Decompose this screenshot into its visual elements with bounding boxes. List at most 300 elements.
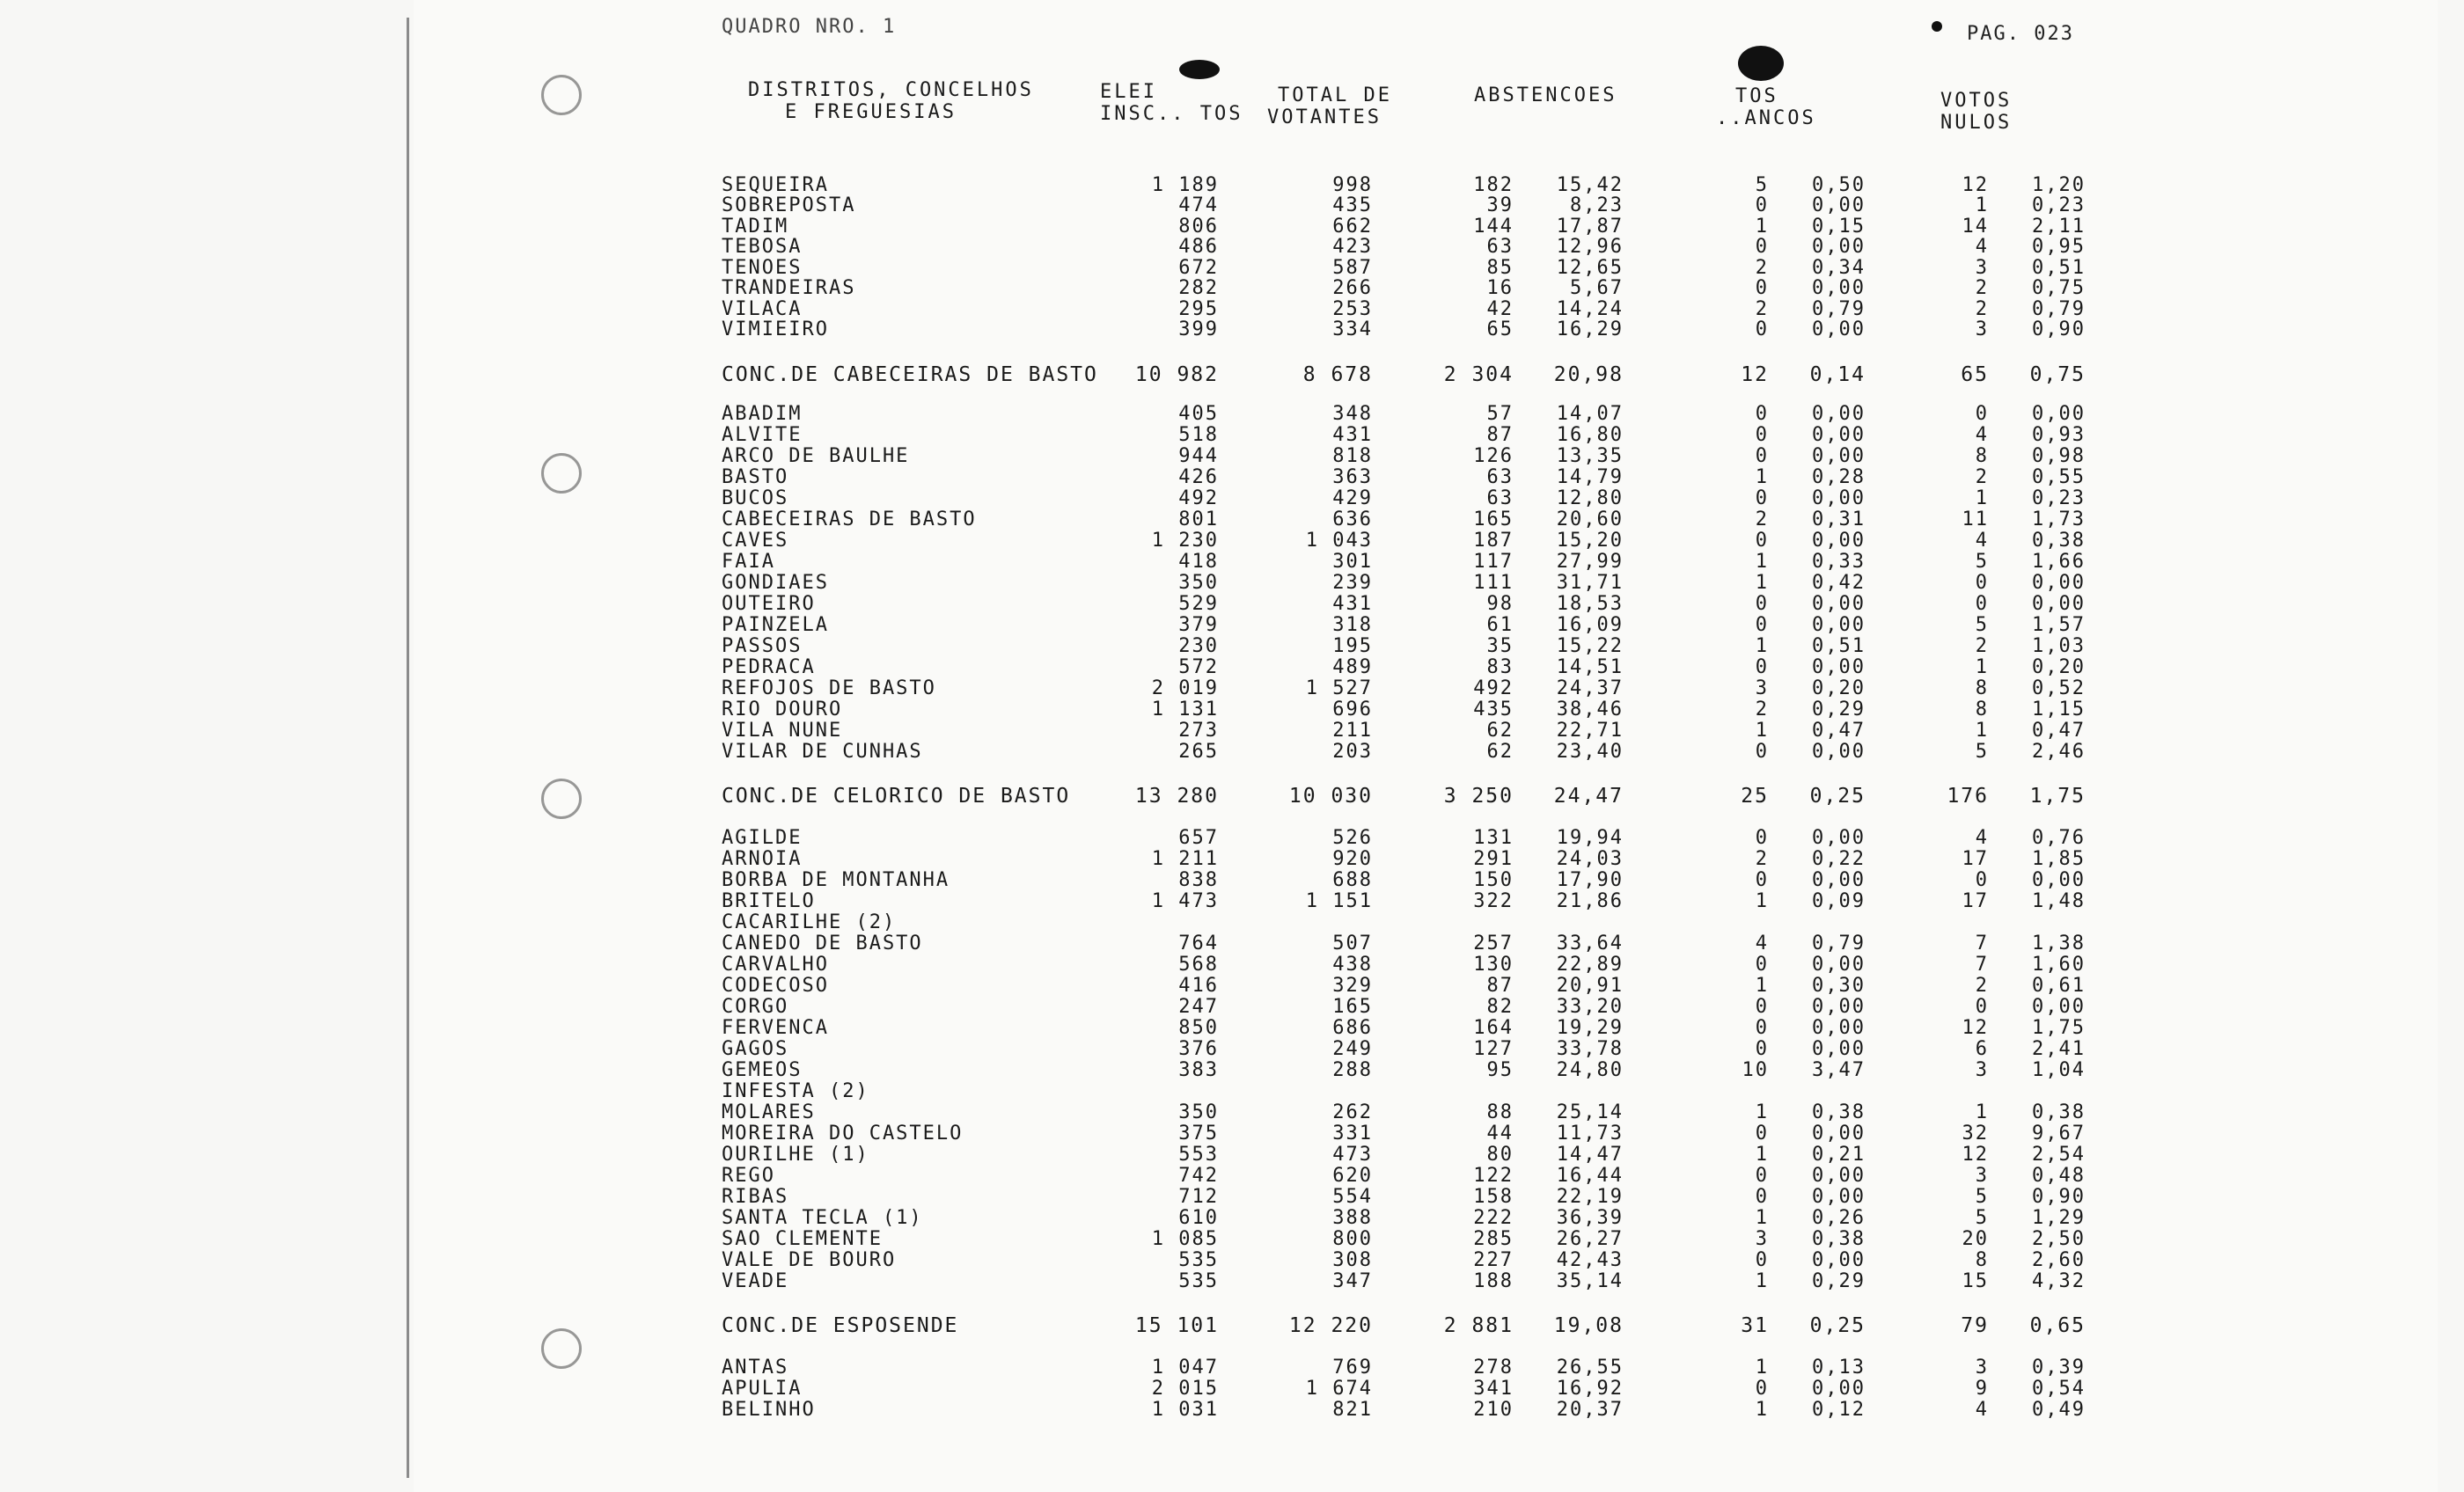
column-header-name: DISTRITOS, CONCELHOS E FREGUESIAS [748, 79, 1034, 123]
brancos-cell: 1 [1755, 890, 1769, 912]
votantes-cell: 686 [1332, 1017, 1373, 1039]
nulos-pct-cell: 1,57 [2032, 614, 2086, 636]
nulos-cell: 0 [1975, 572, 1989, 594]
brancos-cell: 3 [1755, 677, 1769, 699]
abstencoes-pct-cell: 22,71 [1556, 720, 1624, 742]
brancos-pct-cell: 0,12 [1812, 1399, 1866, 1421]
brancos-pct-cell: 0,13 [1812, 1357, 1866, 1379]
brancos-pct-cell: 0,00 [1812, 1165, 1866, 1187]
brancos-pct-cell: 0,33 [1812, 551, 1866, 573]
nulos-pct-cell: 1,75 [2032, 1017, 2086, 1039]
name-cell: OURILHE (1) [722, 1144, 869, 1166]
votantes-cell: 431 [1332, 593, 1373, 615]
nulos-cell: 7 [1975, 954, 1989, 976]
votantes-cell: 334 [1332, 318, 1373, 340]
concelho-total-row [0, 785, 2112, 806]
eleitores-cell: 1 211 [1151, 848, 1219, 870]
freguesia-row [0, 466, 2112, 487]
brancos-cell: 0 [1755, 487, 1769, 509]
nulos-cell: 7 [1975, 933, 1989, 954]
brancos-pct-cell: 0,29 [1812, 698, 1866, 720]
eleitores-cell: 379 [1178, 614, 1219, 636]
nulos-pct-cell: 1,73 [2032, 508, 2086, 530]
nulos-cell: 2 [1975, 298, 1989, 320]
nulos-pct-cell: 0,00 [2032, 869, 2086, 891]
brancos-cell: 2 [1755, 298, 1769, 320]
freguesia-row [0, 257, 2112, 278]
name-cell: TEBOSA [722, 236, 803, 258]
abstencoes-pct-cell: 19,29 [1556, 1017, 1624, 1039]
eleitores-cell: 572 [1178, 656, 1219, 678]
nulos-cell: 8 [1975, 445, 1989, 467]
brancos-pct-cell: 0,09 [1812, 890, 1866, 912]
brancos-cell: 0 [1755, 1165, 1769, 1187]
eleitores-cell: 944 [1178, 445, 1219, 467]
brancos-pct-cell: 0,31 [1812, 508, 1866, 530]
name-cell: FAIA [722, 551, 775, 573]
name-cell: CAVES [722, 530, 789, 552]
brancos-cell: 0 [1755, 236, 1769, 258]
nulos-pct-cell: 0,98 [2032, 445, 2086, 467]
votantes-cell: 587 [1332, 257, 1373, 279]
nulos-pct-cell: 0,61 [2032, 975, 2086, 997]
nulos-cell: 5 [1975, 614, 1989, 636]
nulos-pct-cell: 1,04 [2032, 1059, 2086, 1081]
nulos-pct-cell: 0,38 [2032, 530, 2086, 552]
eleitores-cell: 838 [1178, 869, 1219, 891]
nulos-pct-cell: 0,52 [2032, 677, 2086, 699]
freguesia-row [0, 318, 2112, 340]
name-cell: BORBA DE MONTANHA [722, 869, 950, 891]
nulos-cell: 4 [1975, 1399, 1989, 1421]
eleitores-cell: 492 [1178, 487, 1219, 509]
freguesia-row [0, 720, 2112, 741]
column-header-eleitores: ELEI INSC.. TOS [1100, 81, 1243, 125]
nulos-pct-cell: 0,95 [2032, 236, 2086, 258]
name-cell: MOLARES [722, 1101, 816, 1123]
nulos-cell: 79 [1961, 1314, 1989, 1337]
nulos-cell: 15 [1962, 1270, 1989, 1292]
eleitores-cell: 742 [1178, 1165, 1219, 1187]
nulos-cell: 4 [1975, 530, 1989, 552]
nulos-pct-cell: 1,29 [2032, 1207, 2086, 1229]
abstencoes-pct-cell: 16,92 [1556, 1378, 1624, 1400]
nulos-pct-cell: 0,76 [2032, 827, 2086, 849]
freguesia-row [0, 1378, 2112, 1399]
nulos-pct-cell: 0,55 [2032, 466, 2086, 488]
abstencoes-pct-cell: 22,89 [1556, 954, 1624, 976]
votantes-cell: 489 [1332, 656, 1373, 678]
brancos-cell: 0 [1755, 1038, 1769, 1060]
nulos-cell: 2 [1975, 277, 1989, 299]
abstencoes-pct-cell: 20,60 [1556, 508, 1624, 530]
brancos-pct-cell: 0,38 [1812, 1228, 1866, 1250]
nulos-pct-cell: 2,60 [2032, 1249, 2086, 1271]
eleitores-cell: 850 [1178, 1017, 1219, 1039]
eleitores-cell: 265 [1178, 741, 1219, 763]
abstencoes-cell: 63 [1486, 487, 1514, 509]
name-cell: CORGO [722, 996, 789, 1018]
brancos-pct-cell: 0,00 [1812, 318, 1866, 340]
eleitores-cell: 383 [1178, 1059, 1219, 1081]
nulos-cell: 1 [1975, 194, 1989, 216]
nulos-pct-cell: 1,60 [2032, 954, 2086, 976]
freguesia-row [0, 1038, 2112, 1059]
brancos-pct-cell: 0,14 [1809, 363, 1866, 386]
name-cell: ANTAS [722, 1357, 789, 1379]
votantes-cell: 423 [1332, 236, 1373, 258]
abstencoes-cell: 126 [1473, 445, 1514, 467]
votantes-cell: 1 674 [1305, 1378, 1373, 1400]
brancos-cell: 1 [1755, 635, 1769, 657]
name-cell: CONC.DE CELORICO DE BASTO [722, 785, 1071, 808]
abstencoes-pct-cell: 24,47 [1553, 785, 1624, 808]
nulos-cell: 4 [1975, 424, 1989, 446]
abstencoes-cell: 39 [1486, 194, 1514, 216]
abstencoes-cell: 80 [1486, 1144, 1514, 1166]
eleitores-cell: 568 [1178, 954, 1219, 976]
eleitores-cell: 2 015 [1151, 1378, 1219, 1400]
brancos-pct-cell: 0,00 [1812, 424, 1866, 446]
page-number: PAG. 023 [1967, 23, 2074, 45]
nulos-cell: 6 [1975, 1038, 1989, 1060]
name-cell: CANEDO DE BASTO [722, 933, 923, 954]
brancos-pct-cell: 0,79 [1812, 933, 1866, 954]
abstencoes-cell: 182 [1473, 174, 1514, 196]
name-cell: PASSOS [722, 635, 803, 657]
votantes-cell: 253 [1332, 298, 1373, 320]
nulos-cell: 8 [1975, 698, 1989, 720]
freguesia-row [0, 954, 2112, 975]
nulos-pct-cell: 1,66 [2032, 551, 2086, 573]
freguesia-row [0, 975, 2112, 996]
brancos-cell: 5 [1755, 174, 1769, 196]
abstencoes-pct-cell: 24,80 [1556, 1059, 1624, 1081]
nulos-cell: 12 [1962, 1017, 1989, 1039]
freguesia-row [0, 1228, 2112, 1249]
brancos-cell: 0 [1755, 869, 1769, 891]
nulos-cell: 5 [1975, 551, 1989, 573]
brancos-pct-cell: 0,79 [1812, 298, 1866, 320]
abstencoes-cell: 322 [1473, 890, 1514, 912]
eleitores-cell: 486 [1178, 236, 1219, 258]
abstencoes-cell: 87 [1486, 424, 1514, 446]
column-header-votantes: TOTAL DE VOTANTES [1267, 84, 1392, 128]
eleitores-cell: 376 [1178, 1038, 1219, 1060]
freguesia-row [0, 487, 2112, 508]
table-id: QUADRO NRO. 1 [722, 16, 897, 38]
freguesia-row [0, 996, 2112, 1017]
brancos-pct-cell: 0,00 [1812, 827, 1866, 849]
abstencoes-pct-cell: 17,90 [1556, 869, 1624, 891]
nulos-cell: 0 [1975, 996, 1989, 1018]
abstencoes-pct-cell: 14,24 [1556, 298, 1624, 320]
abstencoes-pct-cell: 16,80 [1556, 424, 1624, 446]
eleitores-cell: 350 [1178, 1101, 1219, 1123]
abstencoes-pct-cell: 38,46 [1556, 698, 1624, 720]
abstencoes-cell: 278 [1473, 1357, 1514, 1379]
name-cell: CABECEIRAS DE BASTO [722, 508, 977, 530]
abstencoes-cell: 61 [1486, 614, 1514, 636]
abstencoes-cell: 291 [1473, 848, 1514, 870]
brancos-pct-cell: 0,25 [1809, 1314, 1866, 1337]
nulos-cell: 3 [1975, 1165, 1989, 1187]
brancos-pct-cell: 0,00 [1812, 236, 1866, 258]
votantes-cell: 347 [1332, 1270, 1373, 1292]
column-header-nulos: VOTOS NULOS [1940, 90, 2013, 134]
abstencoes-pct-cell: 35,14 [1556, 1270, 1624, 1292]
freguesia-row [0, 194, 2112, 216]
eleitores-cell: 474 [1178, 194, 1219, 216]
brancos-cell: 0 [1755, 593, 1769, 615]
freguesia-row [0, 1186, 2112, 1207]
freguesia-row [0, 1059, 2112, 1080]
brancos-cell: 1 [1755, 466, 1769, 488]
brancos-cell: 0 [1755, 827, 1769, 849]
name-cell: CARVALHO [722, 954, 829, 976]
brancos-cell: 1 [1755, 975, 1769, 997]
name-cell: PEDRACA [722, 656, 816, 678]
abstencoes-pct-cell: 16,44 [1556, 1165, 1624, 1187]
eleitores-cell: 657 [1178, 827, 1219, 849]
nulos-cell: 5 [1975, 1207, 1989, 1229]
nulos-pct-cell: 1,75 [2029, 785, 2086, 808]
nulos-cell: 1 [1975, 487, 1989, 509]
nulos-cell: 17 [1962, 848, 1989, 870]
abstencoes-pct-cell: 20,98 [1553, 363, 1624, 386]
freguesia-row [0, 614, 2112, 635]
freguesia-row [0, 1123, 2112, 1144]
nulos-pct-cell: 1,38 [2032, 933, 2086, 954]
eleitores-cell: 273 [1178, 720, 1219, 742]
eleitores-cell: 1 473 [1151, 890, 1219, 912]
votantes-cell: 195 [1332, 635, 1373, 657]
brancos-cell: 1 [1755, 720, 1769, 742]
nulos-cell: 12 [1962, 1144, 1989, 1166]
abstencoes-pct-cell: 27,99 [1556, 551, 1624, 573]
brancos-pct-cell: 0,00 [1812, 869, 1866, 891]
freguesia-row [0, 1270, 2112, 1291]
nulos-pct-cell: 2,54 [2032, 1144, 2086, 1166]
votantes-cell: 1 043 [1305, 530, 1373, 552]
abstencoes-pct-cell: 22,19 [1556, 1186, 1624, 1208]
abstencoes-cell: 492 [1473, 677, 1514, 699]
nulos-pct-cell: 0,38 [2032, 1101, 2086, 1123]
name-cell: TRANDEIRAS [722, 277, 856, 299]
nulos-cell: 5 [1975, 741, 1989, 763]
name-cell: GEMEOS [722, 1059, 803, 1081]
brancos-cell: 2 [1755, 698, 1769, 720]
eleitores-cell: 712 [1178, 1186, 1219, 1208]
name-cell: BASTO [722, 466, 789, 488]
abstencoes-pct-cell: 5,67 [1570, 277, 1624, 299]
freguesia-row [0, 593, 2112, 614]
nulos-pct-cell: 0,65 [2029, 1314, 2086, 1337]
nulos-pct-cell: 0,90 [2032, 1186, 2086, 1208]
nulos-pct-cell: 2,11 [2032, 216, 2086, 238]
brancos-pct-cell: 0,00 [1812, 277, 1866, 299]
nulos-cell: 4 [1975, 236, 1989, 258]
abstencoes-cell: 98 [1486, 593, 1514, 615]
nulos-cell: 0 [1975, 403, 1989, 425]
abstencoes-pct-cell: 16,29 [1556, 318, 1624, 340]
nulos-pct-cell: 0,00 [2032, 996, 2086, 1018]
brancos-pct-cell: 0,38 [1812, 1101, 1866, 1123]
abstencoes-pct-cell: 33,64 [1556, 933, 1624, 954]
abstencoes-pct-cell: 15,42 [1556, 174, 1624, 196]
brancos-cell: 2 [1755, 257, 1769, 279]
freguesia-row [0, 911, 2112, 933]
nulos-pct-cell: 1,03 [2032, 635, 2086, 657]
abstencoes-cell: 122 [1473, 1165, 1514, 1187]
abstencoes-cell: 2 304 [1443, 363, 1514, 386]
eleitores-cell: 247 [1178, 996, 1219, 1018]
brancos-pct-cell: 0,20 [1812, 677, 1866, 699]
abstencoes-cell: 44 [1486, 1123, 1514, 1145]
brancos-cell: 4 [1755, 933, 1769, 954]
eleitores-cell: 801 [1178, 508, 1219, 530]
freguesia-row [0, 216, 2112, 237]
name-cell: OUTEIRO [722, 593, 816, 615]
abstencoes-cell: 150 [1473, 869, 1514, 891]
nulos-pct-cell: 1,20 [2032, 174, 2086, 196]
brancos-pct-cell: 0,00 [1812, 1378, 1866, 1400]
name-cell: RIBAS [722, 1186, 789, 1208]
ink-dot [1932, 21, 1942, 32]
abstencoes-pct-cell: 20,37 [1556, 1399, 1624, 1421]
brancos-cell: 0 [1755, 996, 1769, 1018]
brancos-cell: 1 [1755, 572, 1769, 594]
votantes-cell: 8 678 [1302, 363, 1373, 386]
name-cell: REFOJOS DE BASTO [722, 677, 936, 699]
name-cell: SAO CLEMENTE [722, 1228, 883, 1250]
name-cell: APULIA [722, 1378, 803, 1400]
votantes-cell: 998 [1332, 174, 1373, 196]
eleitores-cell: 230 [1178, 635, 1219, 657]
brancos-cell: 1 [1755, 1144, 1769, 1166]
name-cell: FERVENCA [722, 1017, 829, 1039]
name-cell: CACARILHE (2) [722, 911, 897, 933]
brancos-pct-cell: 0,00 [1812, 487, 1866, 509]
name-cell: GAGOS [722, 1038, 789, 1060]
nulos-cell: 32 [1962, 1123, 1989, 1145]
name-cell: VIMIEIRO [722, 318, 829, 340]
nulos-cell: 2 [1975, 466, 1989, 488]
nulos-pct-cell: 0,75 [2029, 363, 2086, 386]
brancos-cell: 0 [1755, 318, 1769, 340]
freguesia-row [0, 530, 2112, 551]
votantes-cell: 1 527 [1305, 677, 1373, 699]
nulos-pct-cell: 0,54 [2032, 1378, 2086, 1400]
freguesia-row [0, 1399, 2112, 1420]
eleitores-cell: 1 031 [1151, 1399, 1219, 1421]
name-cell: VILACA [722, 298, 803, 320]
votantes-cell: 526 [1332, 827, 1373, 849]
brancos-pct-cell: 0,00 [1812, 1249, 1866, 1271]
brancos-cell: 0 [1755, 1123, 1769, 1145]
abstencoes-cell: 62 [1486, 720, 1514, 742]
abstencoes-cell: 435 [1473, 698, 1514, 720]
brancos-pct-cell: 0,51 [1812, 635, 1866, 657]
abstencoes-cell: 165 [1473, 508, 1514, 530]
abstencoes-pct-cell: 36,39 [1556, 1207, 1624, 1229]
brancos-pct-cell: 0,22 [1812, 848, 1866, 870]
brancos-pct-cell: 0,29 [1812, 1270, 1866, 1292]
nulos-pct-cell: 0,93 [2032, 424, 2086, 446]
freguesia-row [0, 1080, 2112, 1101]
brancos-cell: 0 [1755, 194, 1769, 216]
brancos-pct-cell: 0,00 [1812, 614, 1866, 636]
nulos-cell: 4 [1975, 827, 1989, 849]
brancos-pct-cell: 0,00 [1812, 1123, 1866, 1145]
brancos-cell: 0 [1755, 530, 1769, 552]
votantes-cell: 431 [1332, 424, 1373, 446]
nulos-cell: 1 [1975, 1101, 1989, 1123]
ink-blot [1738, 46, 1784, 81]
ink-blot [1179, 60, 1220, 79]
name-cell: AGILDE [722, 827, 803, 849]
abstencoes-pct-cell: 17,87 [1556, 216, 1624, 238]
nulos-cell: 20 [1962, 1228, 1989, 1250]
abstencoes-pct-cell: 13,35 [1556, 445, 1624, 467]
abstencoes-cell: 144 [1473, 216, 1514, 238]
freguesia-row [0, 1165, 2112, 1186]
votantes-cell: 249 [1332, 1038, 1373, 1060]
votantes-cell: 636 [1332, 508, 1373, 530]
name-cell: ABADIM [722, 403, 803, 425]
brancos-pct-cell: 0,00 [1812, 530, 1866, 552]
votantes-cell: 662 [1332, 216, 1373, 238]
nulos-cell: 65 [1961, 363, 1989, 386]
brancos-pct-cell: 0,50 [1812, 174, 1866, 196]
nulos-cell: 0 [1975, 869, 1989, 891]
votantes-cell: 262 [1332, 1101, 1373, 1123]
freguesia-row [0, 1144, 2112, 1165]
brancos-cell: 1 [1755, 1399, 1769, 1421]
freguesia-row [0, 551, 2112, 572]
abstencoes-pct-cell: 15,20 [1556, 530, 1624, 552]
nulos-cell: 12 [1962, 174, 1989, 196]
brancos-pct-cell: 0,00 [1812, 954, 1866, 976]
abstencoes-pct-cell: 19,94 [1556, 827, 1624, 849]
brancos-cell: 0 [1755, 277, 1769, 299]
concelho-total-row [0, 363, 2112, 384]
nulos-pct-cell: 9,67 [2032, 1123, 2086, 1145]
brancos-pct-cell: 0,00 [1812, 1038, 1866, 1060]
abstencoes-pct-cell: 8,23 [1570, 194, 1624, 216]
freguesia-row [0, 933, 2112, 954]
abstencoes-cell: 127 [1473, 1038, 1514, 1060]
column-header-abstencoes: ABSTENCOES [1474, 84, 1617, 106]
votantes-cell: 429 [1332, 487, 1373, 509]
nulos-cell: 1 [1975, 720, 1989, 742]
nulos-cell: 8 [1975, 1249, 1989, 1271]
brancos-cell: 1 [1755, 1101, 1769, 1123]
votantes-cell: 800 [1332, 1228, 1373, 1250]
votantes-cell: 620 [1332, 1165, 1373, 1187]
nulos-pct-cell: 0,20 [2032, 656, 2086, 678]
brancos-cell: 0 [1755, 1186, 1769, 1208]
brancos-pct-cell: 0,15 [1812, 216, 1866, 238]
eleitores-cell: 1 189 [1151, 174, 1219, 196]
votantes-cell: 308 [1332, 1249, 1373, 1271]
abstencoes-pct-cell: 16,09 [1556, 614, 1624, 636]
nulos-cell: 17 [1962, 890, 1989, 912]
brancos-cell: 1 [1755, 1270, 1769, 1292]
abstencoes-cell: 62 [1486, 741, 1514, 763]
name-cell: BUCOS [722, 487, 789, 509]
brancos-cell: 0 [1755, 403, 1769, 425]
